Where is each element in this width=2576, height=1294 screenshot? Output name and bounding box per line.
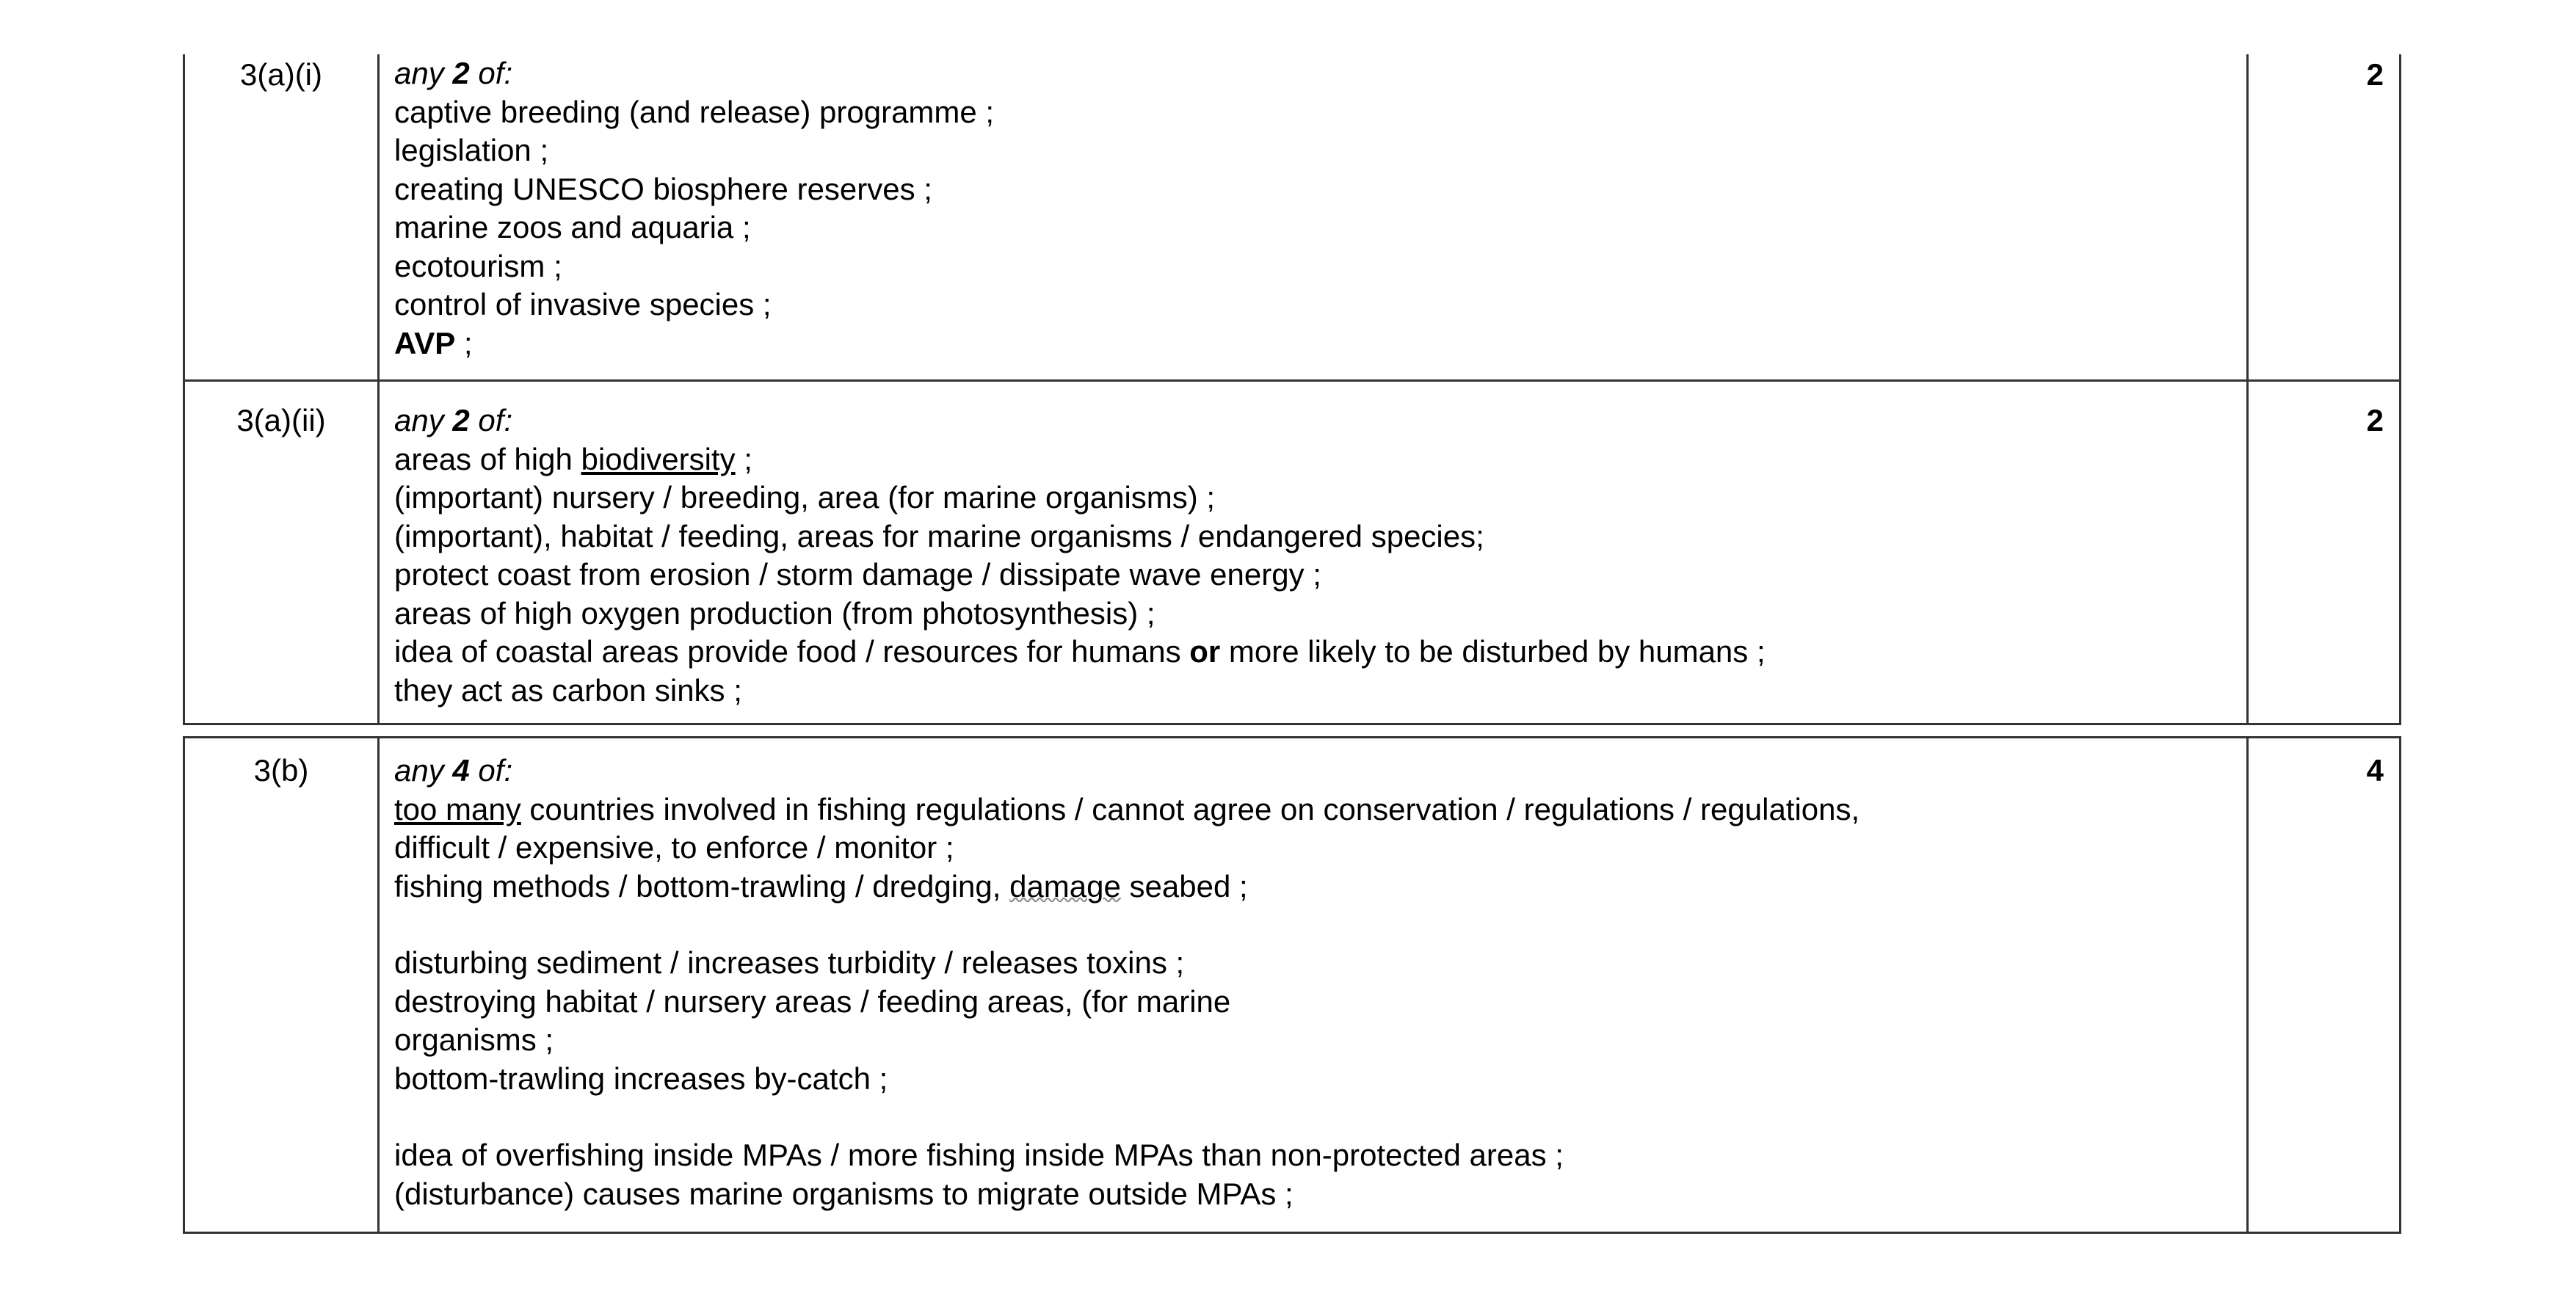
answer-point: legislation ; [394, 133, 549, 167]
answer-cell [380, 738, 2249, 1232]
answer-point-avp: AVP ; [394, 325, 473, 360]
answer-intro: any 2 of: [394, 56, 513, 90]
answer-point: disturbing sediment / increases turbidity / releases toxins ; [394, 945, 1185, 980]
answer-point: destroying habitat / nursery areas / feeding areas, (for marine [394, 984, 1231, 1019]
table-row [183, 382, 2401, 725]
answer-point: areas of high biodiversity ; [394, 441, 752, 476]
answer-point: idea of overfishing inside MPAs / more fishing inside MPAs than non-protected areas ; [394, 1138, 1564, 1172]
table-row [183, 54, 2401, 382]
answer-point: difficult / expensive, to enforce / monitor ; [394, 830, 954, 865]
answer-point: fishing methods / bottom-trawling / dredging, damage seabed ; [394, 868, 1248, 904]
answer-point: they act as carbon sinks ; [394, 672, 742, 708]
question-number: 3(a)(i) [185, 54, 380, 379]
paragraph-gap [394, 1098, 2246, 1136]
answer-point: organisms ; [394, 1022, 554, 1057]
answer-point: too many countries involved in fishing regulations / cannot agree on conservation / regulations / regulations, [394, 791, 1860, 826]
table-row [183, 736, 2401, 1234]
paragraph-gap [394, 906, 2246, 944]
marks-cell: 2 [2366, 57, 2384, 92]
question-number: 3(b) [185, 738, 380, 1232]
marks-cell: 2 [2366, 403, 2384, 437]
answer-point: (important), habitat / feeding, areas for marine organisms / endangered species; [394, 518, 1484, 553]
answer-point: control of invasive species ; [394, 287, 772, 321]
question-number: 3(a)(ii) [185, 382, 380, 723]
answer-point: (important) nursery / breeding, area (for marine organisms) ; [394, 480, 1216, 515]
mark-scheme-table [183, 54, 2401, 1234]
answer-cell [380, 382, 2249, 723]
answer-point: bottom-trawling increases by-catch ; [394, 1061, 888, 1096]
answer-intro: any 2 of: [394, 403, 513, 437]
answer-point: ecotourism ; [394, 248, 562, 283]
answer-point: areas of high oxygen production (from photosynthesis) ; [394, 595, 1155, 630]
answer-point: idea of coastal areas provide food / resources for humans or more likely to be disturbed by humans ; [394, 634, 1766, 669]
answer-point: marine zoos and aquaria ; [394, 210, 751, 244]
answer-cell [380, 54, 2249, 379]
answer-point: protect coast from erosion / storm damage / dissipate wave energy ; [394, 557, 1321, 592]
answer-intro: any 4 of: [394, 753, 513, 788]
answer-point: creating UNESCO biosphere reserves ; [394, 171, 932, 206]
marks-cell: 4 [2366, 753, 2384, 788]
answer-point: (disturbance) causes marine organisms to migrate outside MPAs ; [394, 1176, 1294, 1211]
answer-point: captive breeding (and release) programme ; [394, 94, 995, 129]
